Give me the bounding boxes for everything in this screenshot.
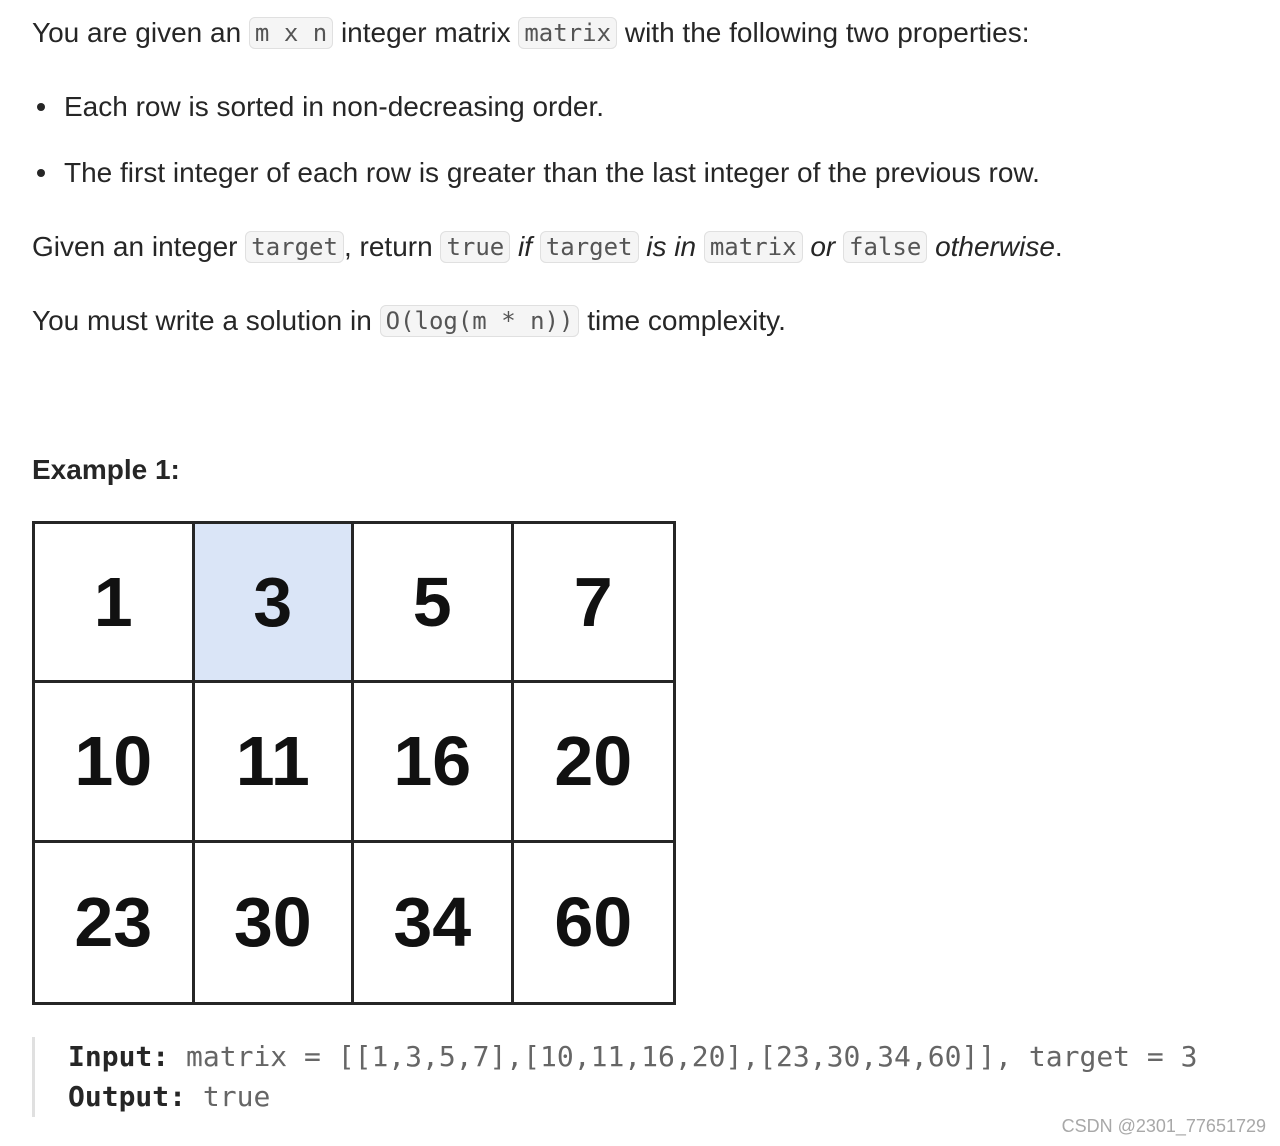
inline-code-matrix: matrix: [518, 17, 617, 49]
matrix-cell: 23: [35, 843, 195, 1002]
return-text-period: .: [1054, 231, 1063, 262]
matrix-cell: 34: [354, 843, 514, 1002]
matrix-cell: 1: [35, 524, 195, 683]
return-text-before: Given an integer: [32, 231, 238, 262]
inline-code-target-2: target: [540, 231, 639, 263]
matrix-cell: 11: [195, 683, 355, 842]
bullet-item-1: Each row is sorted in non-decreasing order.: [64, 91, 605, 122]
matrix-cell: 30: [195, 843, 355, 1002]
return-line: [32, 227, 1063, 267]
complexity-line: [32, 301, 786, 341]
matrix-cell: 7: [514, 524, 674, 683]
input-value: matrix = [[1,3,5,7],[10,11,16,20],[23,30,34,60]], target = 3: [186, 1040, 1198, 1073]
bullet-dot: [37, 169, 45, 177]
inline-code-false: false: [843, 231, 927, 263]
matrix-cell: 5: [354, 524, 514, 683]
output-value: true: [202, 1080, 271, 1113]
complexity-text-after: time complexity.: [587, 305, 786, 336]
bullet-item-2: The first integer of each row is greater than the last integer of the previous row.: [64, 157, 1040, 188]
input-label: Input:: [68, 1040, 170, 1073]
intro-text-before: You are given an: [32, 17, 242, 48]
return-text-or: or: [810, 231, 836, 262]
matrix-cell: 10: [35, 683, 195, 842]
return-text-if: if: [518, 231, 533, 262]
complexity-text-before: You must write a solution in: [32, 305, 372, 336]
matrix-cell: 20: [514, 683, 674, 842]
watermark: CSDN @2301_77651729: [1061, 1116, 1266, 1136]
inline-code-target: target: [245, 231, 344, 263]
return-text-is-in: is in: [646, 231, 697, 262]
return-text-otherwise: otherwise: [935, 231, 1055, 262]
example-output-line: [68, 1077, 1197, 1117]
inline-code-true: true: [440, 231, 510, 263]
example-io-block: [32, 1037, 1197, 1117]
intro-text-middle: integer matrix: [340, 17, 511, 48]
output-label: Output:: [68, 1080, 187, 1113]
matrix-cell: 16: [354, 683, 514, 842]
intro-line: [32, 13, 1030, 53]
intro-text-after: with the following two properties:: [624, 17, 1030, 48]
inline-code-complexity: O(log(m * n)): [380, 305, 580, 337]
inline-code-m-x-n: m x n: [249, 17, 333, 49]
inline-code-matrix-2: matrix: [704, 231, 803, 263]
example-heading: Example 1:: [32, 454, 180, 485]
example-matrix-figure: [32, 521, 676, 1005]
bullet-dot: [37, 103, 45, 111]
example-input-line: [68, 1037, 1197, 1077]
matrix-cell: 3: [195, 524, 355, 683]
return-text-return: , return: [343, 231, 433, 262]
matrix-cell: 60: [554, 883, 633, 962]
